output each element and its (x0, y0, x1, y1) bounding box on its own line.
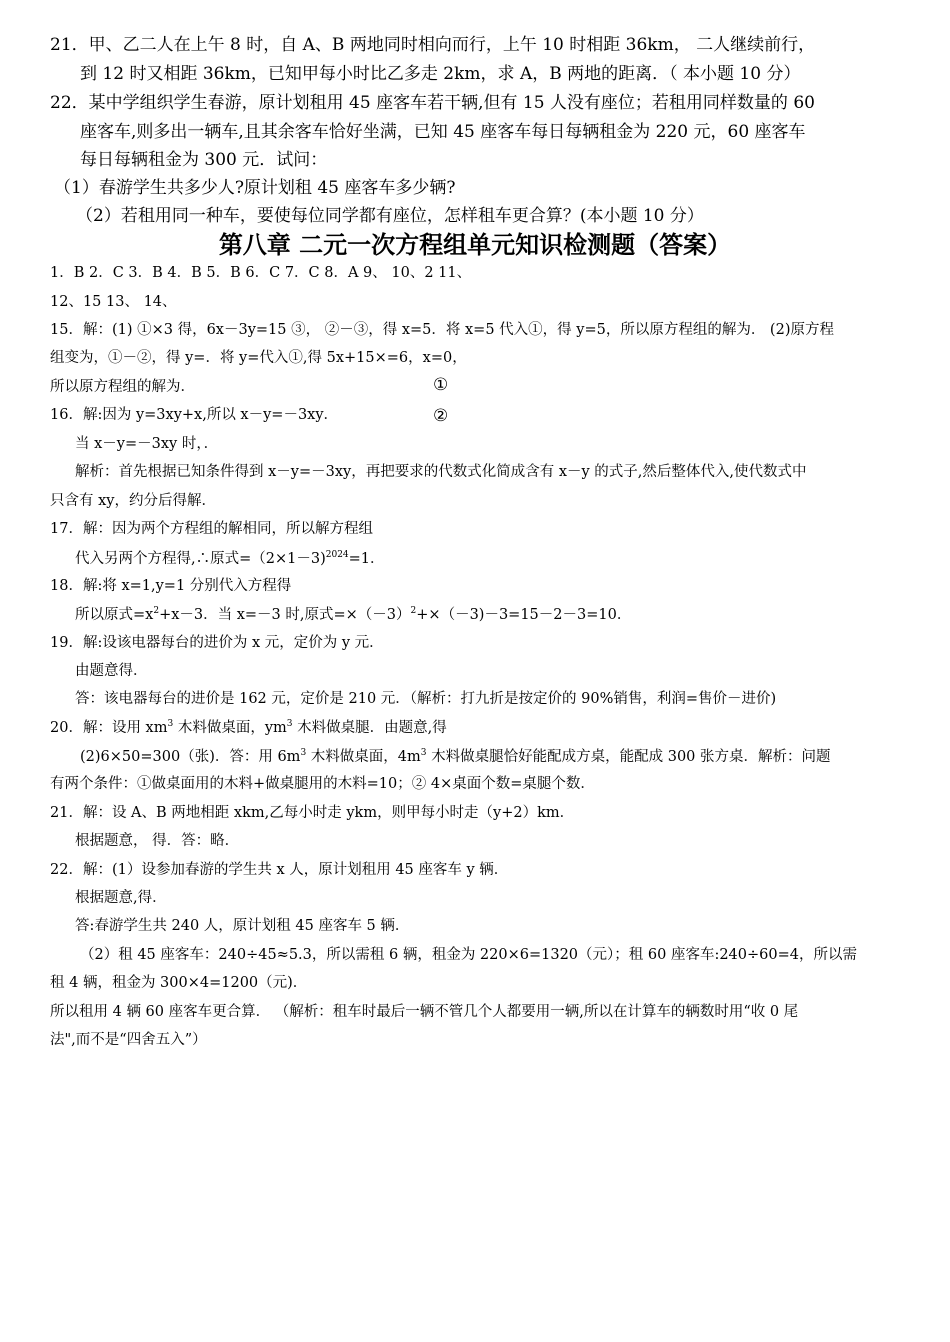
answer-15-line3: 所以原方程组的解为． (50, 379, 195, 395)
q22-line3: 每日每辆租金为 300 元．试问： (80, 150, 328, 170)
answer-line-choices: 1．B 2．C 3．B 4．B 5．B 6．C 7．C 8．A 9、 10、2 11、 (50, 265, 472, 281)
q22-line1: 22．某中学组织学生春游，原计划租用 45 座客车若干辆,但有 15 人没有座位；若租用同样数量的 60 (50, 93, 815, 113)
answer-22-line1: 22．解：(1）设参加春游的学生共 x 人，原计划租用 45 座客车 y 辆． (50, 862, 509, 878)
answer-21-line1: 21．解：设 A、B 两地相距 xkm,乙每小时走 ykm，则甲每小时走（y+2）km． (50, 805, 575, 821)
answer-20-text-d: (2)6×50=300（张)．答：用 6m (80, 748, 301, 765)
equation-marker-2: ② (433, 406, 449, 426)
answer-15-line2: 组变为，①－②，得 y=．将 y=代入①,得 5x+15×=6，x=0， (50, 350, 467, 366)
answer-line-fill: 12、15 13、 14、 (50, 294, 177, 310)
answer-18-line2 (75, 607, 631, 622)
answer-20-text-b: 木料做桌面，ym (173, 719, 287, 736)
answer-16-line1: 16．解:因为 y=3xy+x,所以 x－y=－3xy． (50, 407, 339, 423)
answer-19-line1: 19．解:设该电器每台的进价为 x 元，定价为 y 元． (50, 635, 384, 651)
answer-20-text-f: 木料做桌腿恰好能配成方桌，能配成 300 张方桌．解析：问题 (426, 748, 831, 765)
answer-22-line7: 法",而不是“四舍五入”） (50, 1032, 207, 1048)
answer-15-line1: 15．解：(1) ①×3 得，6x－3y=15 ③， ②－③，得 x=5．将 x=5 代入①，得 y=5，所以原方程组的解为． (2)原方程 (50, 322, 834, 338)
answer-20-exponent-4: 3 (420, 748, 427, 758)
answer-20-exponent-3: 3 (300, 748, 307, 758)
answer-17-text-a: 代入另两个方程得,∴原式=（2×1－3) (75, 550, 326, 567)
answer-20-text-e: 木料做桌面，4m (306, 748, 421, 765)
answer-22-line2: 根据题意,得． (75, 890, 167, 906)
answer-17-line1: 17．解：因为两个方程组的解相同，所以解方程组 (50, 521, 373, 537)
q22-part1: （1）春游学生共多少人?原计划租 45 座客车多少辆? (54, 178, 456, 198)
answer-17-text-b: =1． (348, 550, 385, 567)
answers-title: 第八章 二元一次方程组单元知识检测题（答案） (218, 231, 732, 259)
answer-16-line2: 当 x－y=－3xy 时，． (75, 436, 219, 452)
answer-20-line3: 有两个条件：①做桌面用的木料+做桌腿用的木料=10；② 4×桌面个数=桌腿个数． (50, 776, 595, 792)
answer-16-analysis1: 解析：首先根据已知条件得到 x－y=－3xy，再把要求的代数式化简成含有 x－y 的式子,然后整体代入,使代数式中 (75, 464, 807, 480)
answer-18-text-a: 所以原式=x (75, 606, 154, 623)
answer-22-line6: 所以租用 4 辆 60 座客车更合算． （解析：租车时最后一辆不管几个人都要用一辆,所以在计算车的辆数时用“收 0 尾 (50, 1004, 799, 1020)
answer-17-exponent: 2024 (325, 550, 349, 560)
q21-line2: 到 12 时又相距 36km，已知甲每小时比乙多走 2km，求 A，B 两地的距离．（ 本小题 10 分） (80, 64, 801, 84)
answer-18-exponent-1: 2 (153, 606, 160, 616)
answer-22-line4: （2）租 45 座客车：240÷45≈5.3，所以需租 6 辆，租金为 220×6=1320（元）；租 60 座客车:240÷60=4，所以需 (80, 947, 857, 963)
q22-part2: （2）若租用同一种车，要使每位同学都有座位，怎样租车更合算？(本小题 10 分） (76, 206, 704, 226)
answer-20-text-a: 20．解：设用 xm (50, 719, 168, 736)
answer-19-line2: 由题意得． (75, 663, 148, 679)
answer-20-line1 (50, 720, 447, 735)
answer-20-exponent-1: 3 (167, 719, 174, 729)
answer-20-line2 (80, 749, 831, 764)
answer-19-line3: 答：该电器每台的进价是 162 元，定价是 210 元．（解析：打九折是按定价的 90%销售，利润=售价－进价) (75, 691, 777, 707)
answer-20-exponent-2: 3 (286, 719, 293, 729)
q22-line2: 座客车,则多出一辆车,且其余客车恰好坐满，已知 45 座客车每日每辆租金为 220 元，60 座客车 (80, 122, 806, 142)
answer-22-line3: 答:春游学生共 240 人，原计划租 45 座客车 5 辆． (75, 918, 410, 934)
answer-22-line5: 租 4 辆，租金为 300×4=1200（元)． (50, 975, 308, 991)
answer-17-line2 (75, 551, 385, 566)
answer-18-line1: 18．解:将 x=1,y=1 分别代入方程得 (50, 578, 292, 594)
answer-18-text-b: +x－3．当 x=－3 时,原式=×（－3） (159, 606, 411, 623)
q21-line1: 21．甲、乙二人在上午 8 时，自 A、B 两地同时相向而行，上午 10 时相距 36km， 二人继续前行， (50, 35, 816, 55)
answer-18-text-c: +×（－3)－3=15－2－3=10． (416, 606, 632, 623)
equation-marker-1: ① (433, 375, 449, 395)
answer-18-exponent-2: 2 (410, 606, 417, 616)
answer-20-text-c: 木料做桌腿．由题意,得 (292, 719, 447, 736)
answer-16-analysis2: 只含有 xy，约分后得解． (50, 493, 216, 509)
answer-21-line2: 根据题意， 得．答：略． (75, 833, 240, 849)
